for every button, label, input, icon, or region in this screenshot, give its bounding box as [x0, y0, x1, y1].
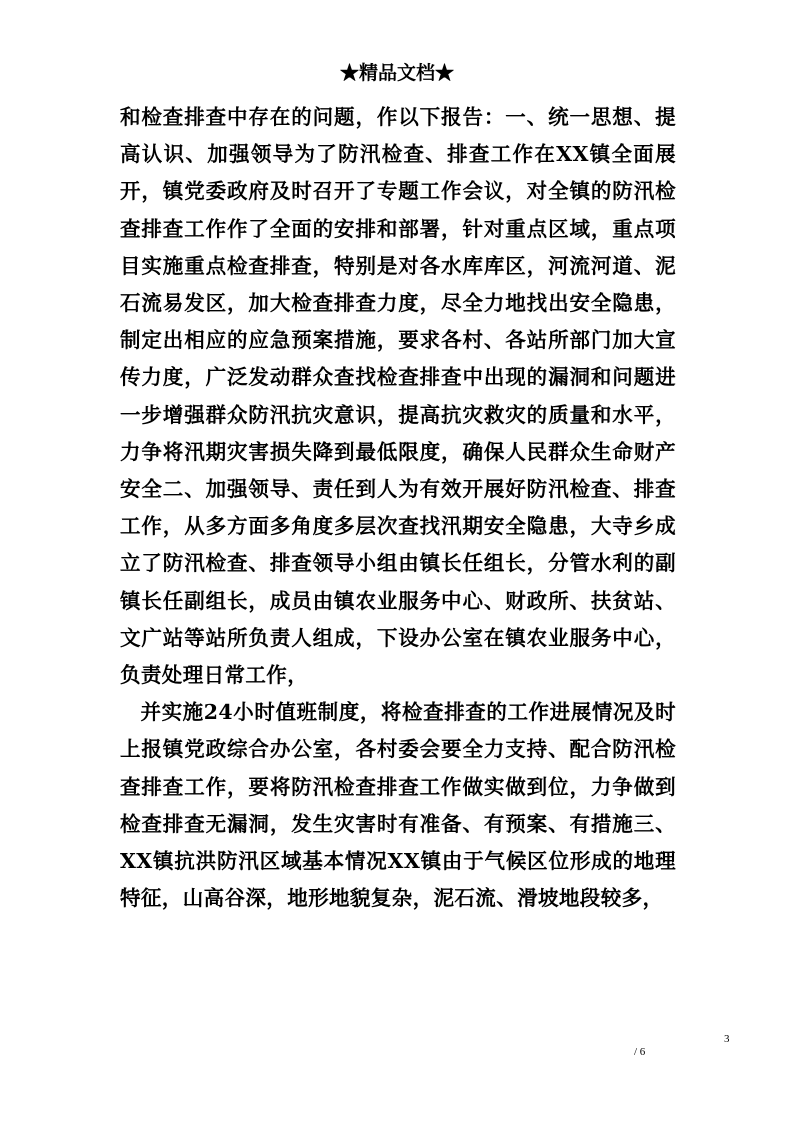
- paragraph: 并实施24小时值班制度，将检查排查的工作进展情况及时上报镇党政综合办公室，各村委会要全力支持、配合防汛检查排查工作，要将防汛检查排查工作做实做到位，力争做到检查排查无漏洞，发生灾害时有准备、有预案、有措施三、XX镇抗洪防汛区域基本情况XX镇由于气候区位形成的地理特征，山高谷深，地形地貌复杂，泥石流、滑坡地段较多，: [120, 700, 676, 911]
- page-number: 3: [724, 1033, 730, 1045]
- page-total: / 6: [634, 1046, 646, 1058]
- paragraph: 和检查排查中存在的问题，作以下报告：一、统一思想、提高认识、加强领导为了防汛检查、排查工作在XX镇全面展开，镇党委政府及时召开了专题工作会议，对全镇的防汛检查排查工作作了全面的安排和部署，针对重点区域，重点项目实施重点检查排查，特别是对各水库库区，河流河道、泥石流易发区，加大检查排查力度，尽全力地找出安全隐患，制定出相应的应急预案措施，要求各村、各站所部门加大宣传力度，广泛发动群众查找检查排查中出现的漏洞和问题进一步增强群众防汛抗灾意识，提高抗灾救灾的质量和水平，力争将汛期灾害损失降到最低限度，确保人民群众生命财产安全二、加强领导、责任到人为有效开展好防汛检查、排查工作，从多方面多角度多层次查找汛期安全隐患，大寺乡成立了防汛检查、排查领导小组由镇长任组长，分管水利的副镇长任副组长，成员由镇农业服务中心、财政所、扶贫站、文广站等站所负责人组成，下设办公室在镇农业服务中心，负责处理日常工作，: [120, 105, 676, 688]
- document-header-title: ★精品文档★: [339, 62, 454, 84]
- document-body: [120, 99, 676, 917]
